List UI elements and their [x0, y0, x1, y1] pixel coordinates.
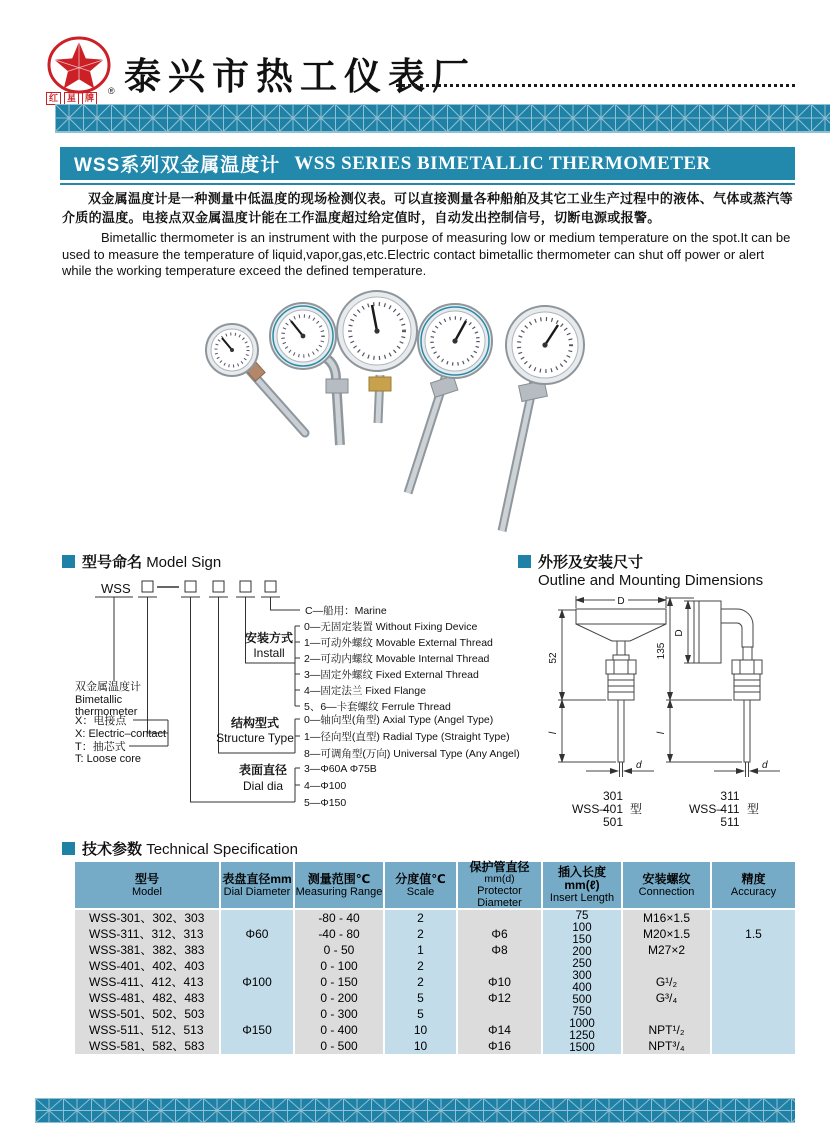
- dotted-leader: [396, 84, 795, 87]
- base-line: T: Loose core: [75, 753, 142, 765]
- series-title-en: WSS SERIES BIMETALLIC THERMOMETER: [294, 152, 711, 174]
- insert-length-cell: 400: [572, 982, 592, 994]
- model-sign-heading-cn: 型号命名: [82, 554, 143, 571]
- range-cell: 0 - 300: [320, 1007, 358, 1021]
- lattice-band-top: [55, 104, 830, 133]
- dial-option: 3—Φ60A Φ75B: [304, 763, 377, 775]
- model-sign-heading-en: Model Sign: [146, 554, 222, 571]
- dial-label-en: Dial dia: [242, 779, 284, 793]
- section-bullet-icon: [62, 555, 75, 568]
- install-label-en: Install: [253, 646, 285, 660]
- column-accuracy: [712, 910, 795, 1054]
- caption-model: 511: [720, 815, 740, 829]
- scale-cell: 2: [417, 911, 424, 925]
- base-line: Bimetallic: [75, 694, 123, 706]
- dial-cell: [221, 1038, 293, 1054]
- structure-label: [216, 715, 294, 745]
- connection-cell: [623, 1006, 710, 1022]
- protector-cell: Φ6: [491, 927, 508, 941]
- insert-length-cell: 100: [572, 922, 592, 934]
- product-photo-thermometers: [150, 283, 690, 535]
- dial-label-cn: 表面直径: [238, 763, 288, 777]
- range-cell: 0 - 400: [320, 1023, 358, 1037]
- drawing-axial-type: [558, 596, 666, 777]
- model-cell: WSS-411、412、413: [89, 975, 204, 989]
- structure-label-cn: 结构型式: [230, 716, 280, 730]
- model-cell: WSS-501、502、503: [89, 1007, 205, 1021]
- col-header-en: Protector Diameter: [477, 885, 522, 909]
- intro-paragraph-cn: 双金属温度计是一种测量中低温度的现场检测仪表。可以直接测量各种船舶及其它工业生产过程中的液体、气体或蒸汽等介质的温度。电接点双金属温度计能在工作温度超过给定值时，自动发出控制信号，切断电源或报警。: [62, 191, 793, 225]
- model-sign-heading: [62, 551, 221, 572]
- col-header-cn: 测量范围℃: [307, 871, 371, 886]
- protector-cell: [458, 958, 541, 974]
- accuracy-cell: [712, 942, 795, 958]
- model-cell: WSS-301、302、303: [89, 911, 205, 925]
- dial-options: [304, 763, 377, 809]
- insert-length-cell: 1500: [569, 1042, 595, 1054]
- base-line: X：电接点: [75, 715, 127, 727]
- intro-paragraph-en: Bimetallic thermometer is an instrument with the purpose of measuring low or medium temperature on the spot.It can be used to measure the temperature of liquid,vapor,gas,etc.Electric contact bimetallic thermometer can shut off power or alert while the working temperature exceed the defined temperature.: [62, 230, 791, 278]
- caption-radial: [689, 789, 759, 829]
- column-dial-diameter: [221, 910, 295, 1054]
- insert-length-cell: 750: [572, 1006, 592, 1018]
- scale-cell: 2: [417, 959, 424, 973]
- model-cell: WSS-381、382、383: [89, 943, 205, 957]
- connection-cell: G¹/₂: [655, 975, 678, 989]
- insert-length-cell: 200: [572, 946, 592, 958]
- company-name: 泰兴市热工仪表厂: [124, 56, 476, 97]
- structure-options: [304, 713, 520, 760]
- model-cell: WSS-581、582、583: [89, 1039, 205, 1053]
- spec-table: [75, 862, 795, 1054]
- col-header-accuracy: [712, 862, 795, 908]
- protector-cell: Φ16: [488, 1039, 511, 1053]
- insert-length-cell: 75: [575, 910, 589, 922]
- caption-model: 311: [720, 789, 740, 803]
- caption-prefix: WSS–: [571, 802, 606, 816]
- col-header-en: Measuring Range: [295, 885, 383, 898]
- protector-cell: Φ12: [488, 991, 511, 1005]
- caption-model: 401: [602, 802, 624, 816]
- column-connection: [623, 910, 712, 1054]
- col-header-en: Connection: [638, 885, 695, 898]
- connection-cell: NPT³/₄: [648, 1039, 685, 1053]
- model-cell: WSS-481、482、483: [89, 991, 205, 1005]
- accuracy-cell: [712, 1022, 795, 1038]
- install-label-cn: 安装方式: [244, 631, 294, 645]
- base-line: thermometer: [75, 706, 138, 718]
- outline-heading-en: Outline and Mounting Dimensions: [538, 572, 764, 589]
- protector-cell: Φ8: [491, 943, 508, 957]
- scale-cell: 10: [413, 1039, 428, 1053]
- series-title-bar: [60, 147, 795, 180]
- dial-label: [239, 762, 287, 793]
- scale-cell: 10: [413, 1023, 428, 1037]
- scale-cell: 5: [417, 991, 424, 1005]
- range-cell: 0 - 150: [320, 975, 358, 989]
- thermometer-5: [502, 306, 584, 531]
- spec-table-header: [75, 862, 795, 910]
- dial-option: 4—Φ100: [304, 780, 347, 792]
- section-bullet-icon: [518, 555, 531, 568]
- series-title-cn: WSS系列双金属温度计: [74, 155, 281, 176]
- install-option: 3—固定外螺纹 Fixed External Thread: [304, 669, 479, 681]
- scale-cell: 5: [417, 1007, 424, 1021]
- col-header-cn: 型号: [134, 871, 159, 886]
- registered-mark: ®: [108, 86, 115, 96]
- col-header-insert-length: [543, 862, 623, 908]
- dial-cell: Φ100: [242, 975, 272, 989]
- spec-heading: [62, 838, 298, 859]
- caption-model: 301: [602, 789, 624, 803]
- col-header-dial-diameter: [221, 862, 295, 908]
- dial-cell: Φ60: [245, 927, 269, 941]
- col-header-sub: mm(d): [484, 873, 515, 885]
- caption-model: 411: [720, 802, 740, 816]
- structure-option: 1—径向型(直型) Radial Type (Straight Type): [304, 731, 510, 743]
- caption-prefix: WSS–: [688, 802, 723, 816]
- range-cell: 0 - 200: [320, 991, 358, 1005]
- col-header-cn: 保护管直径: [469, 860, 530, 874]
- model-cell: WSS-511、512、513: [89, 1023, 204, 1037]
- col-header-cn: 插入长度mm(ℓ): [557, 865, 606, 892]
- outline-heading-cn: 外形及安装尺寸: [538, 554, 644, 571]
- install-label: [245, 630, 293, 660]
- dial-cell: [221, 942, 293, 958]
- accuracy-cell: 1.5: [745, 927, 762, 941]
- model-prefix: WSS: [101, 581, 131, 596]
- install-options: [304, 620, 493, 713]
- structure-option: 8—可调角型(万向) Universal Type (Any Angel): [304, 748, 520, 760]
- dim-52: 52: [548, 652, 559, 664]
- title-underline: [60, 183, 795, 185]
- model-base-description: [75, 679, 166, 765]
- col-header-en: Dial Diameter: [223, 885, 291, 898]
- model-cell: WSS-311、312、313: [89, 927, 204, 941]
- scale-cell: 1: [417, 943, 424, 957]
- col-header-protector-diameter: [458, 862, 543, 908]
- dial-cell: [221, 958, 293, 974]
- caption-suffix: 型: [747, 802, 760, 816]
- dial-cell: [221, 1006, 293, 1022]
- dim-D: D: [617, 596, 625, 607]
- scale-cell: 2: [417, 975, 424, 989]
- base-line: T：抽芯式: [75, 741, 126, 753]
- insert-length-cell: 1250: [569, 1030, 595, 1042]
- insert-length-cell: 500: [572, 994, 592, 1006]
- column-insert-length: [543, 910, 623, 1054]
- install-option: 0—无固定装置 Without Fixing Device: [304, 621, 478, 633]
- insert-length-cell: 300: [572, 970, 592, 982]
- accuracy-cell: [712, 910, 795, 926]
- range-cell: 0 - 100: [320, 959, 358, 973]
- structure-option: 0—轴向型(角型) Axial Type (Angel Type): [304, 714, 494, 726]
- column-protector-diameter: [458, 910, 543, 1054]
- lattice-band-bottom: [35, 1098, 795, 1123]
- install-option: 1—可动外螺纹 Movable External Thread: [304, 637, 493, 649]
- col-header-en: Accuracy: [730, 885, 777, 898]
- connection-cell: G³/₄: [655, 991, 678, 1005]
- accuracy-cell: [712, 990, 795, 1006]
- caption-model: 501: [602, 815, 624, 829]
- structure-label-en: Structure Type: [216, 731, 294, 745]
- accuracy-cell: [712, 1006, 795, 1022]
- spec-heading-cn: 技术参数: [82, 841, 143, 858]
- install-option: 4—固定法兰 Fixed Flange: [304, 685, 426, 697]
- connection-cell: M16×1.5: [642, 911, 691, 925]
- install-option: 5、6—卡套螺纹 Ferrule Thread: [304, 701, 451, 713]
- dim-l: l: [656, 731, 667, 735]
- outline-drawings: [518, 595, 818, 835]
- brand-char: 星: [64, 92, 79, 105]
- protector-cell: Φ10: [488, 975, 511, 989]
- accuracy-cell: [712, 1038, 795, 1054]
- accuracy-cell: [712, 974, 795, 990]
- protector-cell: [458, 1006, 541, 1022]
- base-line: 双金属温度计: [75, 681, 141, 693]
- col-header-cn: 表盘直径mm: [222, 871, 292, 886]
- protector-cell: [458, 910, 541, 926]
- section-bullet-icon: [62, 842, 75, 855]
- base-line: X: Electric–contact: [75, 728, 167, 740]
- connection-cell: M20×1.5: [642, 927, 691, 941]
- dim-l: l: [548, 731, 559, 735]
- dim-135: 135: [656, 642, 667, 660]
- insert-length-cell: 150: [572, 934, 592, 946]
- col-header-cn: 精度: [741, 871, 766, 886]
- model-cell: WSS-401、402、403: [89, 959, 205, 973]
- thermometer-3: [337, 291, 417, 423]
- caption-axial: [572, 789, 642, 829]
- col-header-en: Model: [132, 885, 162, 898]
- col-header-model: [75, 862, 221, 908]
- connection-cell: M27×2: [647, 943, 686, 957]
- scale-cell: 2: [417, 927, 424, 941]
- col-header-scale: [385, 862, 458, 908]
- spec-heading-en: Technical Specification: [146, 841, 298, 858]
- insert-length-cell: 250: [572, 958, 592, 970]
- drawing-radial-type: [666, 598, 780, 777]
- column-scale: [385, 910, 458, 1054]
- dial-cell: [221, 990, 293, 1006]
- outline-heading: [518, 551, 763, 589]
- dim-d: d: [762, 760, 768, 771]
- caption-suffix: 型: [630, 802, 643, 816]
- range-cell: 0 - 50: [323, 943, 355, 957]
- dial-cell: [221, 910, 293, 926]
- marine-option: C—船用：Marine: [305, 605, 387, 617]
- dial-cell: Φ150: [242, 1023, 272, 1037]
- brand-char: 牌: [82, 92, 97, 105]
- install-option: 2—可动内螺纹 Movable Internal Thread: [304, 653, 490, 665]
- range-cell: -40 - 80: [318, 927, 360, 941]
- col-header-en: Insert Length: [549, 892, 615, 904]
- thermometer-4: [408, 304, 492, 493]
- brand-char: 红: [46, 92, 61, 105]
- column-model: [75, 910, 221, 1054]
- range-cell: 0 - 500: [320, 1039, 358, 1053]
- dial-option: 5—Φ150: [304, 797, 347, 809]
- range-cell: -80 - 40: [318, 911, 360, 925]
- intro-section: [62, 189, 795, 280]
- col-header-cn: 安装螺纹: [642, 871, 691, 886]
- spec-table-body: [75, 910, 795, 1054]
- connection-cell: [623, 958, 710, 974]
- col-header-connection: [623, 862, 712, 908]
- dim-D: D: [674, 629, 685, 637]
- insert-length-cell: 1000: [569, 1018, 595, 1030]
- dim-d: d: [636, 760, 642, 771]
- column-measuring-range: [295, 910, 385, 1054]
- model-sign-diagram: [73, 578, 533, 830]
- col-header-en: Scale: [406, 885, 435, 898]
- connection-cell: NPT¹/₂: [648, 1023, 685, 1037]
- thermometer-2: [270, 303, 348, 445]
- accuracy-cell: [712, 958, 795, 974]
- col-header-cn: 分度值℃: [395, 871, 446, 886]
- protector-cell: Φ14: [488, 1023, 511, 1037]
- col-header-measuring-range: [295, 862, 385, 908]
